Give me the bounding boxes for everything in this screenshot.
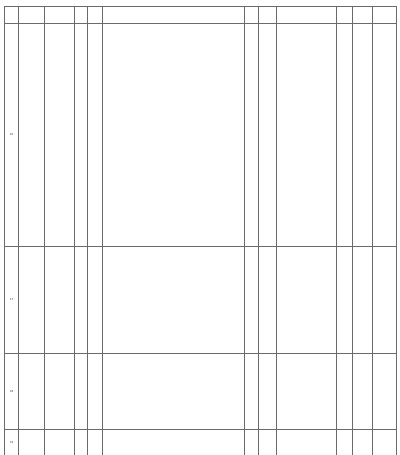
column-header (75, 7, 88, 24)
table-cell (45, 354, 75, 430)
row-number: 16 (5, 24, 19, 247)
row-number: 19 (5, 430, 19, 455)
report-table (4, 6, 397, 455)
table-cell (245, 430, 259, 455)
column-header (337, 7, 353, 24)
table-cell (353, 430, 373, 455)
table-header-row (5, 7, 397, 24)
table-cell (45, 247, 75, 354)
table-cell (337, 430, 353, 455)
table-cell (245, 354, 259, 430)
table-cell (19, 354, 45, 430)
table-cell (103, 430, 245, 455)
table-row (5, 24, 397, 247)
table-row (5, 354, 397, 430)
table-cell (353, 247, 373, 354)
column-header (277, 7, 337, 24)
table-cell (45, 430, 75, 455)
table-cell (259, 247, 277, 354)
column-header (19, 7, 45, 24)
table-cell (75, 430, 88, 455)
table-cell (103, 354, 245, 430)
table-cell (245, 247, 259, 354)
table-cell (75, 24, 88, 247)
table-cell (373, 247, 397, 354)
table-cell (277, 24, 337, 247)
table-cell (103, 247, 245, 354)
table-cell (19, 247, 45, 354)
table-cell (75, 247, 88, 354)
column-header (103, 7, 245, 24)
column-header (88, 7, 103, 24)
table-cell (88, 354, 103, 430)
table-cell (245, 24, 259, 247)
table-cell (19, 24, 45, 247)
table-cell (75, 354, 88, 430)
table-cell (88, 24, 103, 247)
table-cell (259, 354, 277, 430)
table-cell (373, 24, 397, 247)
column-header (353, 7, 373, 24)
row-number: 18 (5, 354, 19, 430)
table-cell (103, 24, 245, 247)
column-header (373, 7, 397, 24)
table-cell (259, 24, 277, 247)
table-row (5, 247, 397, 354)
table-cell (353, 354, 373, 430)
table-cell (88, 430, 103, 455)
column-header (5, 7, 19, 24)
column-header (45, 7, 75, 24)
column-header (259, 7, 277, 24)
table-cell (277, 354, 337, 430)
table-cell (337, 24, 353, 247)
row-number: 17 (5, 247, 19, 354)
table-cell (45, 24, 75, 247)
table-cell (337, 354, 353, 430)
table-row (5, 430, 397, 455)
table-cell (259, 430, 277, 455)
table-cell (337, 247, 353, 354)
table-cell (19, 430, 45, 455)
table-cell (353, 24, 373, 247)
column-header (245, 7, 259, 24)
table-cell (373, 430, 397, 455)
table-cell (88, 247, 103, 354)
table-cell (277, 247, 337, 354)
table-cell (277, 430, 337, 455)
table-cell (373, 354, 397, 430)
